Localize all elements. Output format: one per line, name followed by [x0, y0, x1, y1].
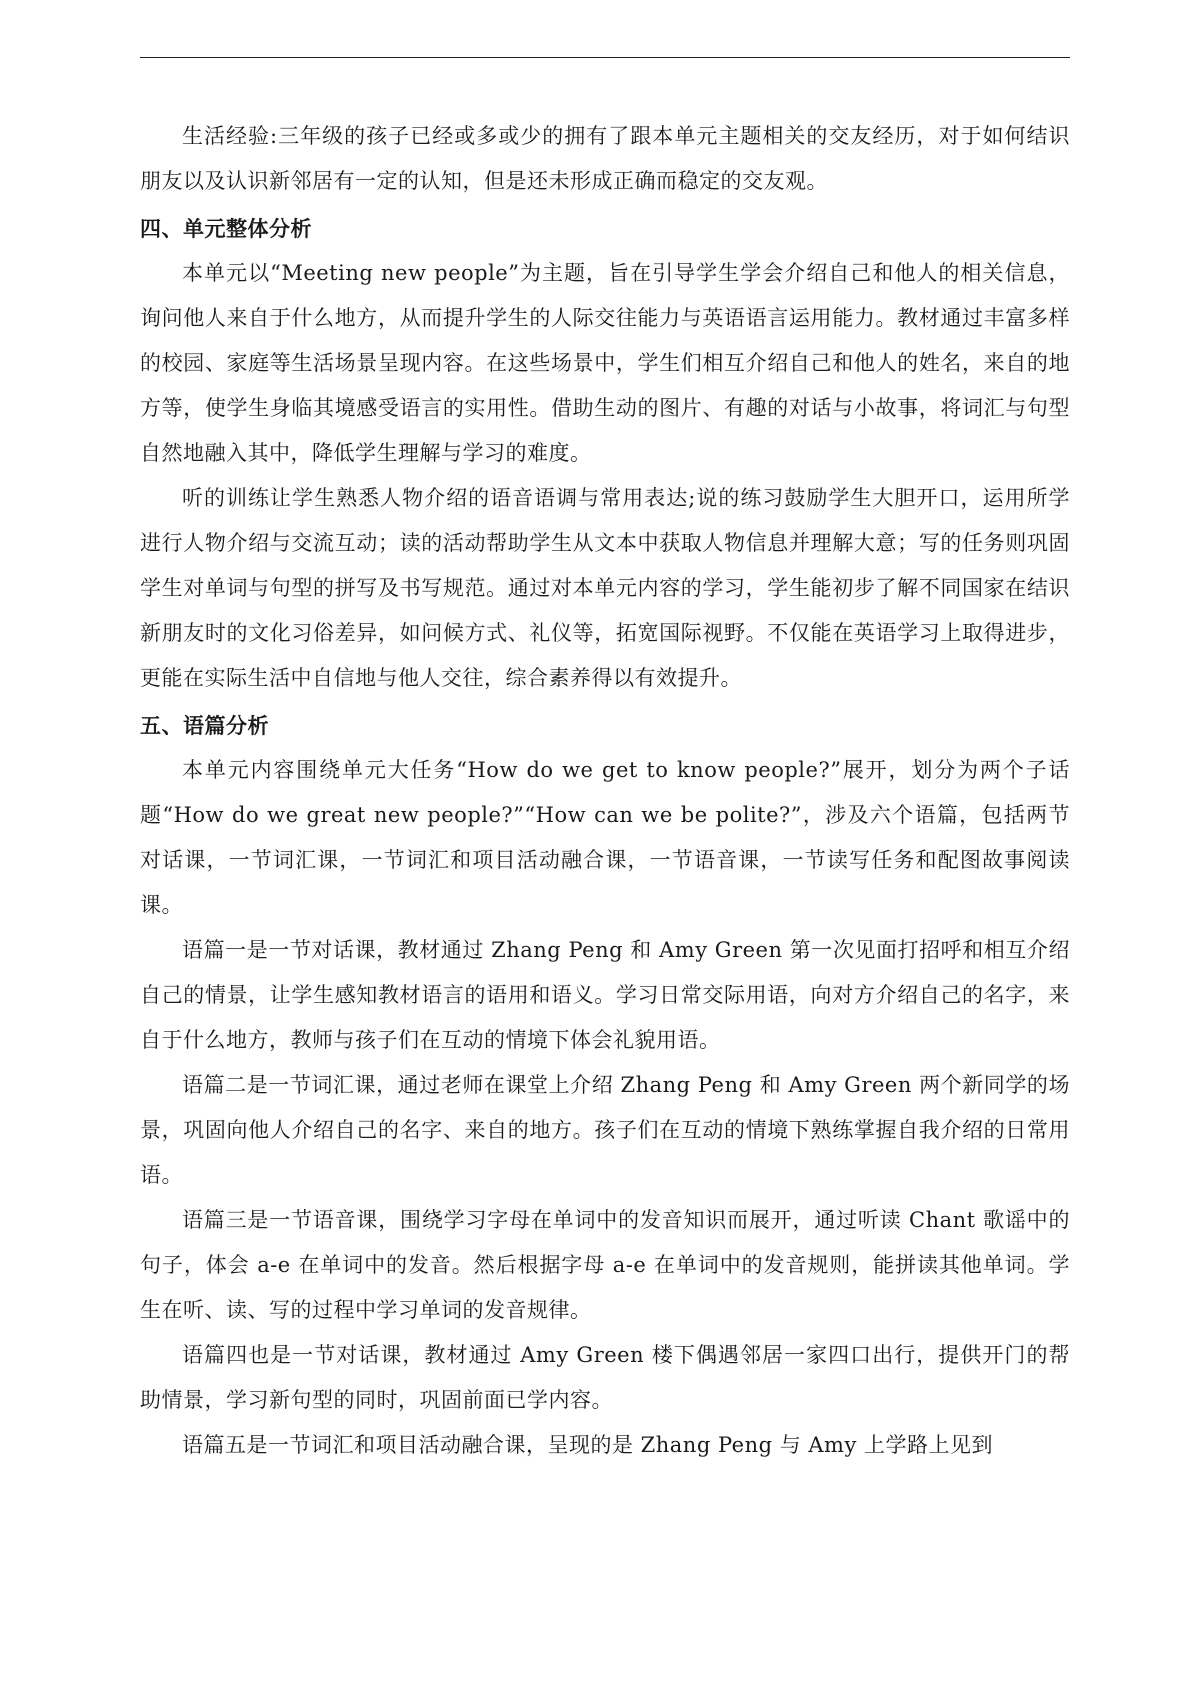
paragraph-text-one: 语篇一是一节对话课，教材通过 Zhang Peng 和 Amy Green 第一次见面打招呼和相互介绍自己的情景，让学生感知教材语言的语用和语义。学习日常交际用语，向对方介绍自己的名字，来自于什么地方，教师与孩子们在互动的情境下体会礼貌用语。 [140, 938, 1070, 1052]
paragraph-unit-overview: 本单元以“Meeting new people”为主题，旨在引导学生学会介绍自己和他人的相关信息，询问他人来自于什么地方，从而提升学生的人际交往能力与英语语言运用能力。教材通过丰富多样的校园、家庭等生活场景呈现内容。在这些场景中，学生们相互介绍自己和他人的姓名，来自的地方等，使学生身临其境感受语言的实用性。借助生动的图片、有趣的对话与小故事，将词汇与句型自然地融入其中，降低学生理解与学习的难度。 [140, 261, 1070, 465]
paragraph-text-three: 语篇三是一节语音课，围绕学习字母在单词中的发音知识而展开，通过听读 Chant 歌谣中的句子，体会 a-e 在单词中的发音。然后根据字母 a-e 在单词中的发音规则，能拼读其他单词。学生在听、读、写的过程中学习单词的发音规律。 [140, 1208, 1070, 1322]
paragraph-text-four: 语篇四也是一节对话课，教材通过 Amy Green 楼下偶遇邻居一家四口出行，提供开门的帮助情景，学习新句型的同时，巩固前面已学内容。 [140, 1343, 1070, 1412]
document-body [140, 114, 1070, 1468]
section-heading-unit-analysis: 四、单元整体分析 [140, 216, 312, 241]
paragraph-life-experience: 生活经验:三年级的孩子已经或多或少的拥有了跟本单元主题相关的交友经历，对于如何结识朋友以及认识新邻居有一定的认知，但是还未形成正确而稳定的交友观。 [140, 124, 1070, 193]
paragraph-text-analysis-intro: 本单元内容围绕单元大任务“How do we get to know people?”展开，划分为两个子话题“How do we great new people?”“How can we be polite?”，涉及六个语篇，包括两节对话课，一节词汇课，一节词汇和项目活动融合课，一节语音课，一节读写任务和配图故事阅读课。 [140, 758, 1070, 917]
document-page [140, 0, 1070, 1696]
paragraph-skills-training: 听的训练让学生熟悉人物介绍的语音语调与常用表达;说的练习鼓励学生大胆开口，运用所学进行人物介绍与交流互动；读的活动帮助学生从文本中获取人物信息并理解大意；写的任务则巩固学生对单词与句型的拼写及书写规范。通过对本单元内容的学习，学生能初步了解不同国家在结识新朋友时的文化习俗差异，如问候方式、礼仪等，拓宽国际视野。不仅能在英语学习上取得进步，更能在实际生活中自信地与他人交往，综合素养得以有效提升。 [140, 486, 1070, 690]
section-heading-text-analysis: 五、语篇分析 [140, 713, 269, 738]
paragraph-text-five: 语篇五是一节词汇和项目活动融合课，呈现的是 Zhang Peng 与 Amy 上学路上见到 [182, 1433, 994, 1457]
paragraph-text-two: 语篇二是一节词汇课，通过老师在课堂上介绍 Zhang Peng 和 Amy Green 两个新同学的场景，巩固向他人介绍自己的名字、来自的地方。孩子们在互动的情境下熟练掌握自我介绍的日常用语。 [140, 1073, 1070, 1187]
header-rule [140, 57, 1070, 58]
